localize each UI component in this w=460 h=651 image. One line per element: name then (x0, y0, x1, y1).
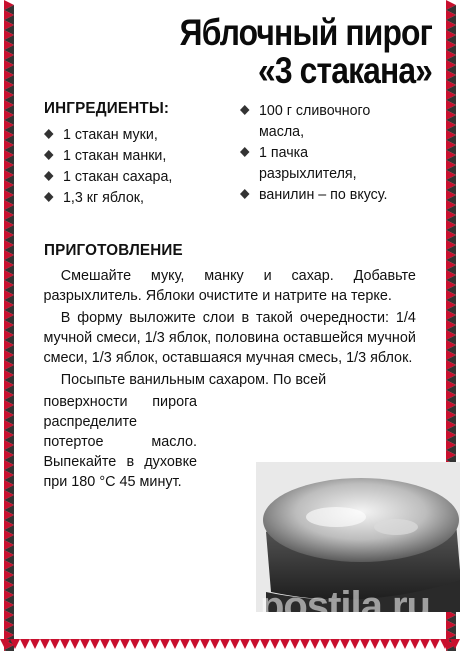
zigzag-segment (380, 639, 390, 649)
preparation-paragraph-1: Смешайте муку, манку и сахар. Добавьте разрыхлитель. Яблоки очистите и натрите на терке. (43, 267, 416, 304)
zigzag-segment (0, 639, 10, 649)
zigzag-segment (390, 639, 400, 649)
preparation-heading: ПРИГОТОВЛЕНИЕ (44, 242, 183, 259)
zigzag-segment (160, 639, 170, 649)
left-zigzag-border (0, 0, 18, 651)
zigzag-segment (220, 639, 230, 649)
zigzag-segment (40, 639, 50, 649)
ingredient-item: 1 пачка разрыхлителя, (240, 142, 406, 184)
zigzag-segment (140, 639, 150, 649)
zigzag-segment (90, 639, 100, 649)
ingredients-list-left (44, 124, 244, 208)
zigzag-segment (50, 639, 60, 649)
zigzag-segment (110, 639, 120, 649)
watermark (260, 584, 430, 629)
zigzag-segment (130, 639, 140, 649)
zigzag-segment (320, 639, 330, 649)
zigzag-segment (150, 639, 160, 649)
zigzag-segment (430, 639, 440, 649)
zigzag-segment (270, 639, 280, 649)
zigzag-segment (20, 639, 30, 649)
zigzag-segment (200, 639, 210, 649)
diamond-bullet-icon (44, 171, 54, 181)
ingredients-section (30, 100, 432, 240)
zigzag-segment (170, 639, 180, 649)
zigzag-segment (330, 639, 340, 649)
preparation-paragraph-3-wrap: поверхности пирога распределите потертое масло. Выпекайте в духовке при 180 °С 45 минут. (43, 393, 198, 490)
bottom-zigzag-border (0, 637, 460, 651)
ingredients-column-left (44, 100, 244, 208)
diamond-bullet-icon (240, 105, 250, 115)
ingredients-heading: ИНГРЕДИЕНТЫ: (44, 100, 170, 117)
zigzag-segment (190, 639, 200, 649)
zigzag-segment (280, 639, 290, 649)
diamond-bullet-icon (240, 147, 250, 157)
zigzag-segment (70, 639, 80, 649)
zigzag-segment (250, 639, 260, 649)
zigzag-segment (230, 639, 240, 649)
ingredient-item: 1 стакан сахара, (44, 166, 234, 187)
zigzag-segment (180, 639, 190, 649)
zigzag-segment (310, 639, 320, 649)
zigzag-segment (80, 639, 90, 649)
zigzag-segment (360, 639, 370, 649)
ingredient-item: 1,3 кг яблок, (44, 187, 234, 208)
zigzag-segment (210, 639, 220, 649)
zigzag-segment (10, 639, 20, 649)
ingredient-item: ванилин – по вкусу. (240, 184, 406, 205)
ingredient-item: 100 г сливочного масла, (240, 100, 406, 142)
preparation-paragraph-3-line1: Посыпьте ванильным сахаром. По всей (60, 371, 327, 388)
title-line-1: Яблочный пирог (179, 12, 432, 53)
diamond-bullet-icon (240, 189, 250, 199)
zigzag-segment (400, 639, 410, 649)
zigzag-segment (60, 639, 70, 649)
diamond-bullet-icon (44, 150, 54, 160)
zigzag-segment (120, 639, 130, 649)
zigzag-segment (100, 639, 110, 649)
preparation-paragraph-2: В форму выложите слои в такой очередности: 1/4 мучной смеси, 1/3 яблок, половина оставшейся мучной смеси, 1/3 яблок, оставшаяся мучная смесь, 1/3 яблок. (43, 309, 416, 366)
watermark-text: postila.ru (259, 584, 430, 628)
zigzag-segment (290, 639, 300, 649)
zigzag-segment (420, 639, 430, 649)
ingredient-item: 1 стакан муки, (44, 124, 234, 145)
zigzag-segment (370, 639, 380, 649)
zigzag-segment (350, 639, 360, 649)
recipe-title (86, 14, 432, 90)
zigzag-segment (450, 639, 460, 649)
ingredient-item: 1 стакан манки, (44, 145, 234, 166)
zigzag-segment (440, 639, 450, 649)
zigzag-segment (260, 639, 270, 649)
zigzag-segment (300, 639, 310, 649)
zigzag-segment (340, 639, 350, 649)
ingredients-column-right (240, 100, 415, 205)
zigzag-segment (240, 639, 250, 649)
zigzag-segment (30, 639, 40, 649)
diamond-bullet-icon (44, 192, 54, 202)
diamond-bullet-icon (44, 129, 54, 139)
ingredients-list-right (240, 100, 415, 205)
title-line-2: «3 стакана» (258, 50, 432, 91)
zigzag-segment (410, 639, 420, 649)
